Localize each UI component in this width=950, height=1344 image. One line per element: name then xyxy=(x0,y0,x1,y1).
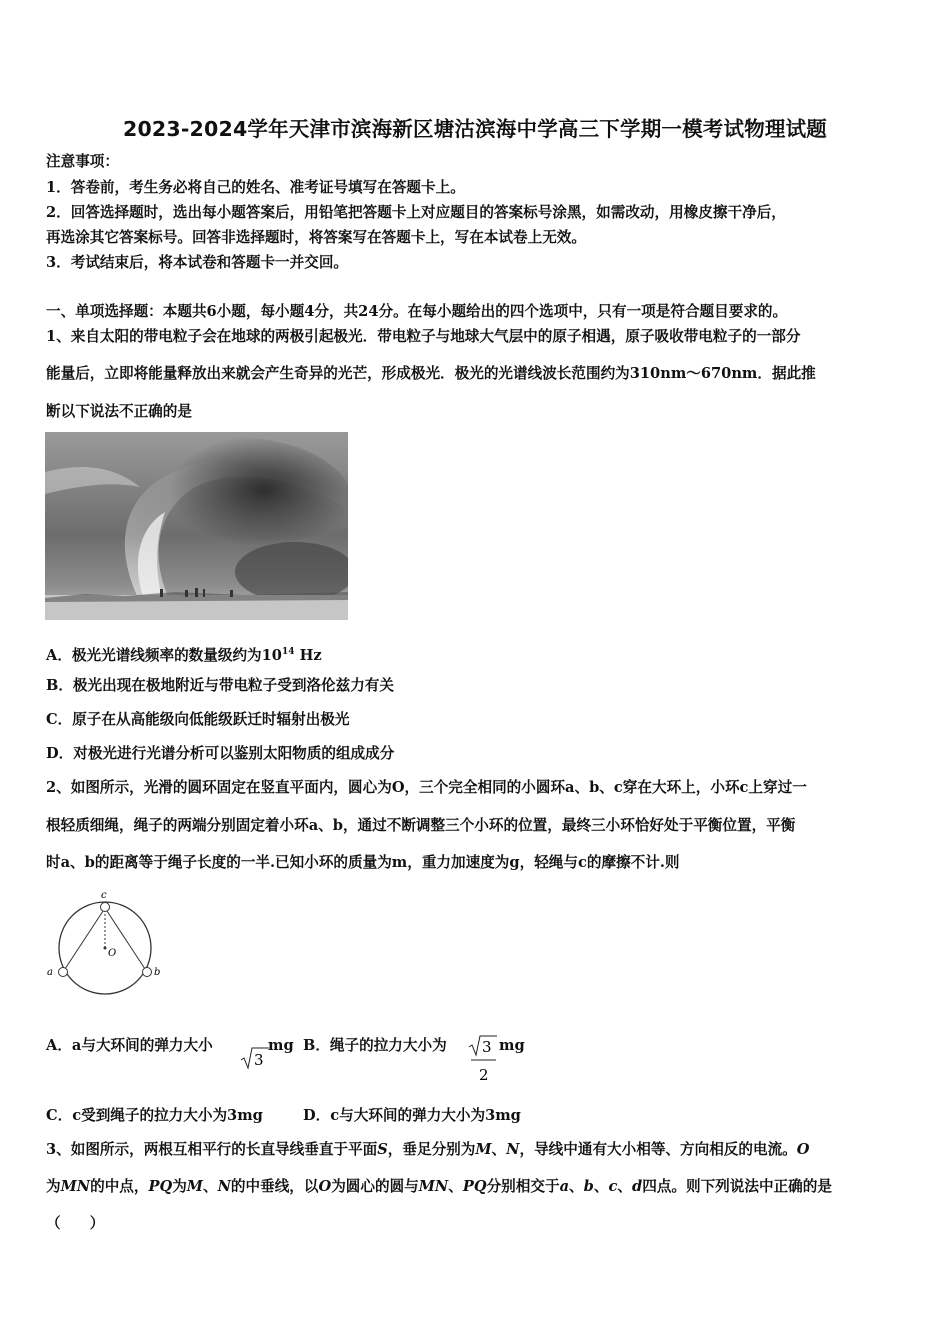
q2-text-line3: 时a、b的距离等于绳子长度的一半.已知小环的质量为m，重力加速度为g，轻绳与c的摩擦不计.则 xyxy=(46,854,680,871)
sqrt-3-a xyxy=(240,1046,270,1070)
svg-text:3: 3 xyxy=(482,1038,492,1056)
q2-option-b[interactable]: B．绳子的拉力大小为 xyxy=(303,1037,447,1054)
label-o: O xyxy=(108,948,117,959)
notice-item-2b: 再选涂其它答案标号。回答非选择题时，将答案写在答题卡上，写在本试卷上无效。 xyxy=(46,229,586,246)
q2-text-line2: 根轻质细绳，绳子的两端分别固定着小环a、b，通过不断调整三个小环的位置，最终三小环恰好处于平衡位置，平衡 xyxy=(46,817,796,834)
q1-option-a[interactable]: A．极光光谱线频率的数量级约为$10^{14}$ Hz xyxy=(46,647,322,664)
notice-item-2a: 2．回答选择题时，选出每小题答案后，用铅笔把答题卡上对应题目的答案标号涂黑，如需改动，用橡皮擦干净后， xyxy=(46,204,786,221)
notice-item-3: 3．考试结束后，将本试卷和答题卡一并交回。 xyxy=(46,254,349,271)
svg-text:2: 2 xyxy=(479,1066,489,1084)
notice-heading: 注意事项： xyxy=(46,153,119,170)
fraction-sqrt3-over-2 xyxy=(468,1034,498,1086)
q2-option-a-unit: mg xyxy=(268,1037,294,1054)
page-title: 2023-2024学年天津市滨海新区塘沽滨海中学高三下学期一模考试物理试题 xyxy=(122,117,828,141)
svg-text:3: 3 xyxy=(254,1051,264,1069)
aurora-photo xyxy=(45,432,348,620)
section-heading: 一、单项选择题：本题共6小题，每小题4分，共24分。在每小题给出的四个选项中，只有一项是符合题目要求的。 xyxy=(46,303,788,320)
q3-text-line1: 3、如图所示，两根互相平行的长直导线垂直于平面S，垂足分别为M、N，导线中通有大小相等、方向相反的电流。O xyxy=(46,1141,810,1158)
q3-answer-bracket: （ ） xyxy=(46,1215,105,1232)
q1-text-line1: 1、来自太阳的带电粒子会在地球的两极引起极光．带电粒子与地球大气层中的原子相遇，原子吸收带电粒子的一部分 xyxy=(46,328,801,345)
q1-option-d[interactable]: D．对极光进行光谱分析可以鉴别太阳物质的组成成分 xyxy=(46,745,395,762)
q1-text-line3: 断以下说法不正确的是 xyxy=(46,403,192,420)
q2-text-line1: 2、如图所示，光滑的圆环固定在竖直平面内，圆心为O，三个完全相同的小圆环a、b、c穿在大环上，小环c上穿过一 xyxy=(46,779,807,796)
q1-option-c[interactable]: C．原子在从高能级向低能级跃迁时辐射出极光 xyxy=(46,711,350,728)
q3-text-line2: 为MN的中点，PQ为M、N的中垂线，以O为圆心的圆与MN、PQ分别相交于a、b、c、d四点。则下列说法中正确的是 xyxy=(46,1178,832,1195)
q2-option-b-unit: mg xyxy=(499,1037,525,1054)
q1-option-b[interactable]: B．极光出现在极地附近与带电粒子受到洛伦兹力有关 xyxy=(46,677,394,694)
notice-item-1: 1．答卷前，考生务必将自己的姓名、准考证号填写在答题卡上。 xyxy=(46,179,465,196)
label-c: c xyxy=(101,890,107,901)
q2-option-d[interactable]: D．c与大环间的弹力大小为3mg xyxy=(303,1107,521,1124)
ring-diagram xyxy=(44,886,164,1004)
q2-option-a[interactable]: A．a与大环间的弹力大小 xyxy=(46,1037,213,1054)
label-b: b xyxy=(154,967,161,978)
q2-option-c[interactable]: C．c受到绳子的拉力大小为3mg xyxy=(46,1107,263,1124)
q1-text-line2: 能量后，立即将能量释放出来就会产生奇异的光芒，形成极光．极光的光谱线波长范围约为310nm～670nm．据此推 xyxy=(46,365,816,382)
label-a: a xyxy=(47,967,53,978)
